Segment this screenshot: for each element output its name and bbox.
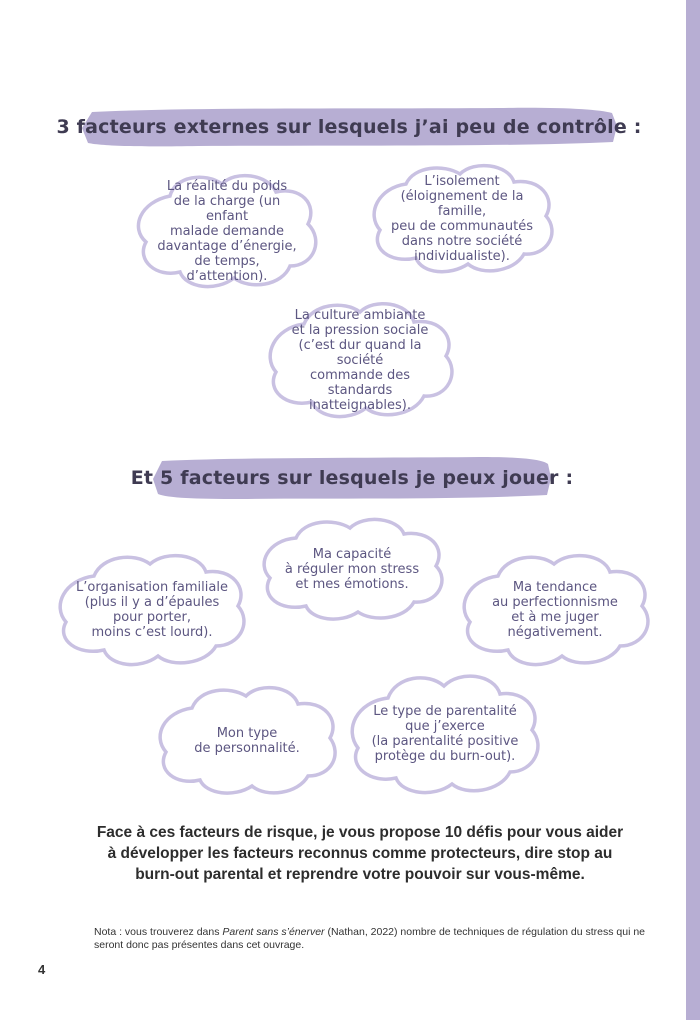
cloud-text: Ma capacité à réguler mon stress et mes émotions. xyxy=(284,546,420,592)
section-title-external: 3 facteurs externes sur lesquels j’ai peu de contrôle : xyxy=(56,116,642,138)
nota-suffix: (Nathan, 2022) nombre de techniques de régulation du stress qui ne seront donc pas présentes dans cet ouvrage. xyxy=(94,926,646,951)
cloud-internal-3 xyxy=(454,548,656,672)
cloud-internal-4 xyxy=(152,682,342,800)
page-number: 4 xyxy=(38,962,46,977)
cloud-text: Mon type de personnalité. xyxy=(194,726,300,756)
nota-book-title: Parent sans s’énerver xyxy=(222,926,325,938)
cloud-internal-5 xyxy=(342,668,548,800)
cloud-text: La culture ambiante et la pression sociale (c’est dur quand la société commande des standards inatteignables). xyxy=(291,307,429,413)
cloud-external-1 xyxy=(130,168,324,294)
cloud-text: La réalité du poids de la charge (un enfant malade demande davantage d’énergie, de temps, d’attention). xyxy=(157,178,297,284)
cloud-text: Ma tendance au perfectionnisme et à me juger négativement. xyxy=(492,580,618,640)
page-side-bar xyxy=(686,0,700,1020)
cloud-text: Le type de parentalité que j’exerce (la parentalité positive protège du burn-out). xyxy=(371,704,519,764)
section-banner-internal xyxy=(130,454,574,502)
section-banner-external xyxy=(56,104,642,150)
cloud-text: L’isolement (éloignement de la famille, peu de communautés dans notre société individualiste). xyxy=(391,174,533,264)
section-title-internal: Et 5 facteurs sur lesquels je peux jouer : xyxy=(130,467,574,489)
cloud-internal-2 xyxy=(50,548,254,672)
cloud-text: L’organisation familiale (plus il y a d’épaules pour porter, moins c’est lourd). xyxy=(76,580,228,640)
cloud-external-2 xyxy=(364,160,560,278)
cloud-external-3 xyxy=(260,296,460,424)
conclusion-paragraph: Face à ces facteurs de risque, je vous propose 10 défis pour vous aider à développer les facteurs reconnus comme protecteurs, dire stop au burn-out parental et reprendre votre pouvoir sur vous-même. xyxy=(96,824,624,883)
cloud-internal-1 xyxy=(254,514,450,624)
nota-footnote xyxy=(94,926,654,952)
nota-prefix: Nota : vous trouverez dans xyxy=(94,926,223,938)
